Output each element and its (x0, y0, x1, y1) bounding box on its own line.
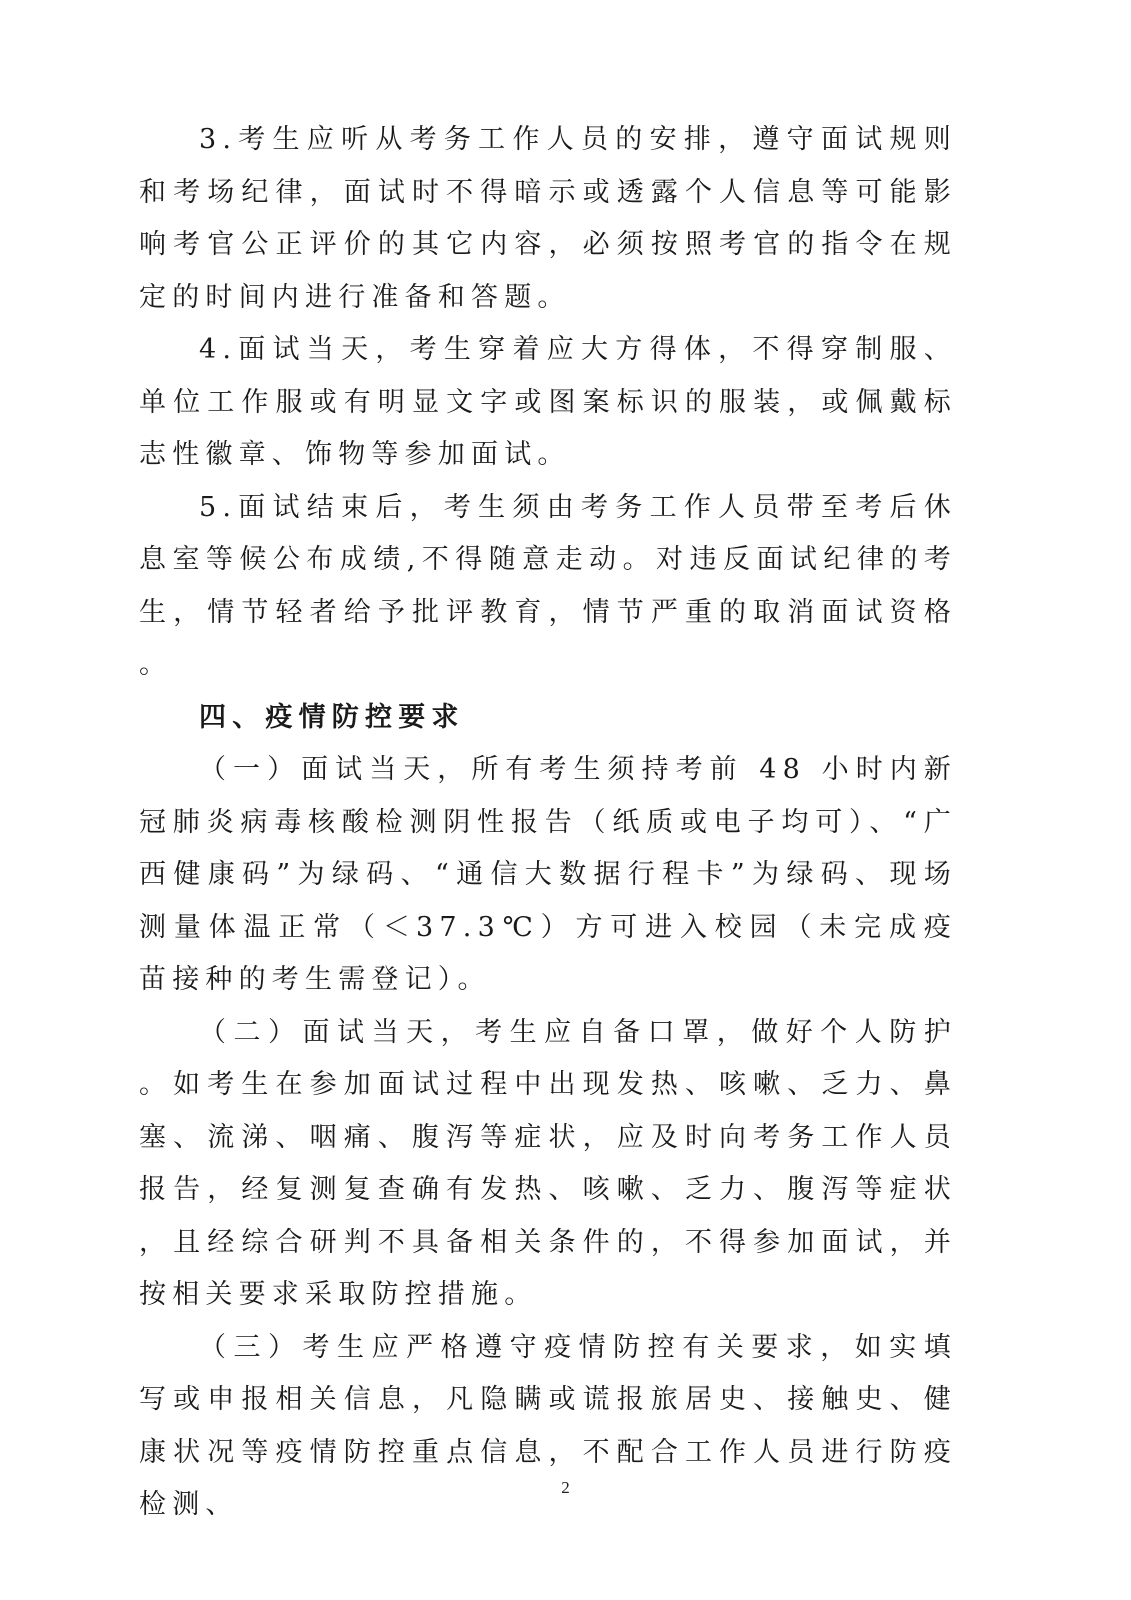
page-number: 2 (561, 1478, 570, 1497)
paragraph-rule-3: 3.考生应听从考务工作人员的安排，遵守面试规则和考场纪律，面试时不得暗示或透露个人信息等可能影响考官公正评价的其它内容，必须按照考官的指令在规定的时间内进行准备和答题。 (139, 124, 957, 313)
paragraph-rule-5: 5.面试结束后，考生须由考务工作人员带至考后休息室等候公布成绩,不得随意走动。对违反面试纪律的考生，情节轻者给予批评教育，情节严重的取消面试资格。 (139, 491, 957, 680)
paragraph-epidemic-2: （二）面试当天，考生应自备口罩，做好个人防护。如考生在参加面试过程中出现发热、咳嗽、乏力、鼻塞、流涕、咽痛、腹泻等症状，应及时向考务工作人员报告，经复测复查确有发热、咳嗽、乏力、腹泻等症状，且经综合研判不具备相关条件的，不得参加面试，并按相关要求采取防控措施。 (139, 1016, 957, 1310)
paragraph-epidemic-3: （三）考生应严格遵守疫情防控有关要求，如实填写或申报相关信息，凡隐瞒或谎报旅居史、接触史、健康状况等疫情防控重点信息，不配合工作人员进行防疫检测、 (139, 1331, 957, 1520)
paragraph-epidemic-1: （一）面试当天，所有考生须持考前 48 小时内新冠肺炎病毒核酸检测阴性报告（纸质或电子均可）、“广西健康码”为绿码、“通信大数据行程卡”为绿码、现场测量体温正常（＜37.3℃）方可进入校园（未完成疫苗接种的考生需登记）。 (139, 754, 957, 995)
section-heading-epidemic-prevention: 四、疫情防控要求 (199, 701, 465, 733)
paragraph-rule-4: 4.面试当天，考生穿着应大方得体，不得穿制服、单位工作服或有明显文字或图案标识的服装，或佩戴标志性徽章、饰物等参加面试。 (139, 334, 957, 470)
document-body (139, 114, 957, 1532)
